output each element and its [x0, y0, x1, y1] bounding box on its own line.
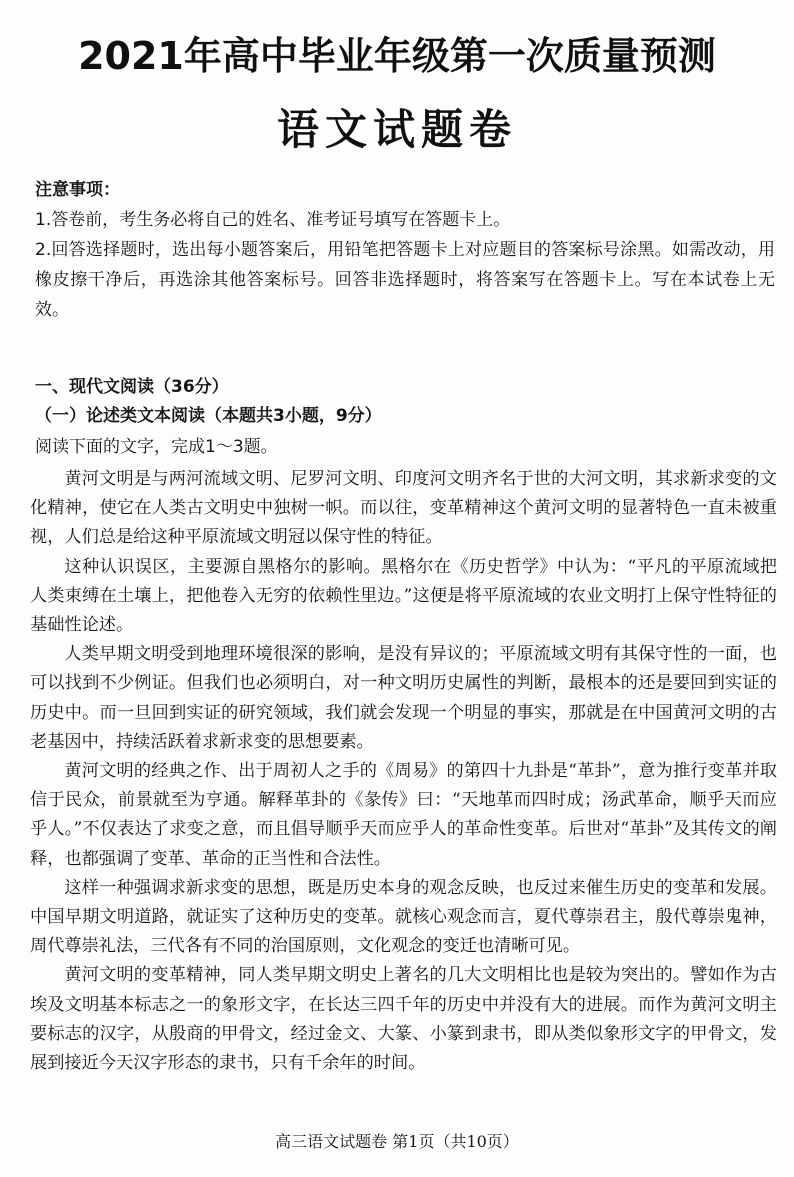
notes-block [30, 175, 775, 325]
passage-paragraph-4: 黄河文明的经典之作、出于周初人之手的《周易》的第四十九卦是“革卦”，意为推行变革并取信于民众，前景就至为亨通。解释革卦的《彖传》曰：“天地革而四时成；汤武革命，顺乎天而应乎人。”不仅表达了求变之意，而且倡导顺乎天而应乎人的革命性变革。后世对“革卦”及其传文的阐释，也都强调了变革、革命的正当性和合法性。 [30, 761, 777, 869]
passage-paragraph-3: 人类早期文明受到地理环境很深的影响，是没有异议的；平原流域文明有其保守性的一面，也可以找到不少例证。但我们也必须明白，对一种文明历史属性的判断，最根本的还是要回到实证的历史中。而一旦回到实证的研究领域，我们就会发现一个明显的事实，那就是在中国黄河文明的古老基因中，持续活跃着求新求变的思想要素。 [30, 644, 777, 752]
page-footer: 高三语文试题卷 第1页（共10页） [275, 1132, 519, 1151]
passage-paragraph-2: 这种认识误区，主要源自黑格尔的影响。黑格尔在《历史哲学》中认为：“平凡的平原流域把人类束缚在土壤上，把他卷入无穷的依赖性里边。”这便是将平原流域的农业文明打上保守性特征的基础性论述。 [30, 556, 777, 636]
exam-title: 2021年高中毕业年级第一次质量预测 [78, 34, 716, 78]
section-subtitle: （一）论述类文本阅读（本题共3小题，9分） [35, 406, 382, 426]
section-title: 一、现代文阅读（36分） [35, 377, 229, 397]
notes-heading: 注意事项： [35, 180, 120, 200]
passage-paragraph-5: 这样一种强调求新求变的思想，既是历史本身的观念反映，也反过来催生历史的变革和发展。中国早期文明道路，就证实了这种历史的变革。就核心观念而言，夏代尊崇君主，殷代尊崇鬼神，周代尊崇礼法，三代各有不同的治国原则，文化观念的变迁也清晰可见。 [30, 877, 777, 957]
passage-paragraph-1: 黄河文明是与两河流域文明、尼罗河文明、印度河文明齐名于世的大河文明，其求新求变的文化精神，使它在人类古文明史中独树一帜。而以往，变革精神这个黄河文明的显著特色一直未被重视，人们总是给这种平原流域文明冠以保守性的特征。 [30, 469, 777, 548]
section-instruction: 阅读下面的文字，完成1～3题。 [35, 437, 278, 457]
notes-item-2: 2.回答选择题时，选出每小题答案后，用铅笔把答题卡上对应题目的答案标号涂黑。如需改动，用橡皮擦干净后，再选涂其他答案标号。回答非选择题时，将答案写在答题卡上。写在本试卷上无效。 [35, 240, 775, 320]
exam-subtitle: 语文试题卷 [276, 105, 517, 154]
notes-item-1: 1.答卷前，考生务必将自己的姓名、准考证号填写在答题卡上。 [35, 210, 511, 230]
passage-paragraph-6: 黄河文明的变革精神，同人类早期文明史上著名的几大文明相比也是较为突出的。譬如作为古埃及文明基本标志之一的象形文字，在长达三四千年的历史中并没有大的进展。而作为黄河文明主要标志的汉字，从殷商的甲骨文，经过金文、大篆、小篆到隶书，即从类似象形文字的甲骨文，发展到接近今天汉字形态的隶书，只有千余年的时间。 [30, 965, 777, 1074]
reading-passage [30, 465, 777, 1078]
